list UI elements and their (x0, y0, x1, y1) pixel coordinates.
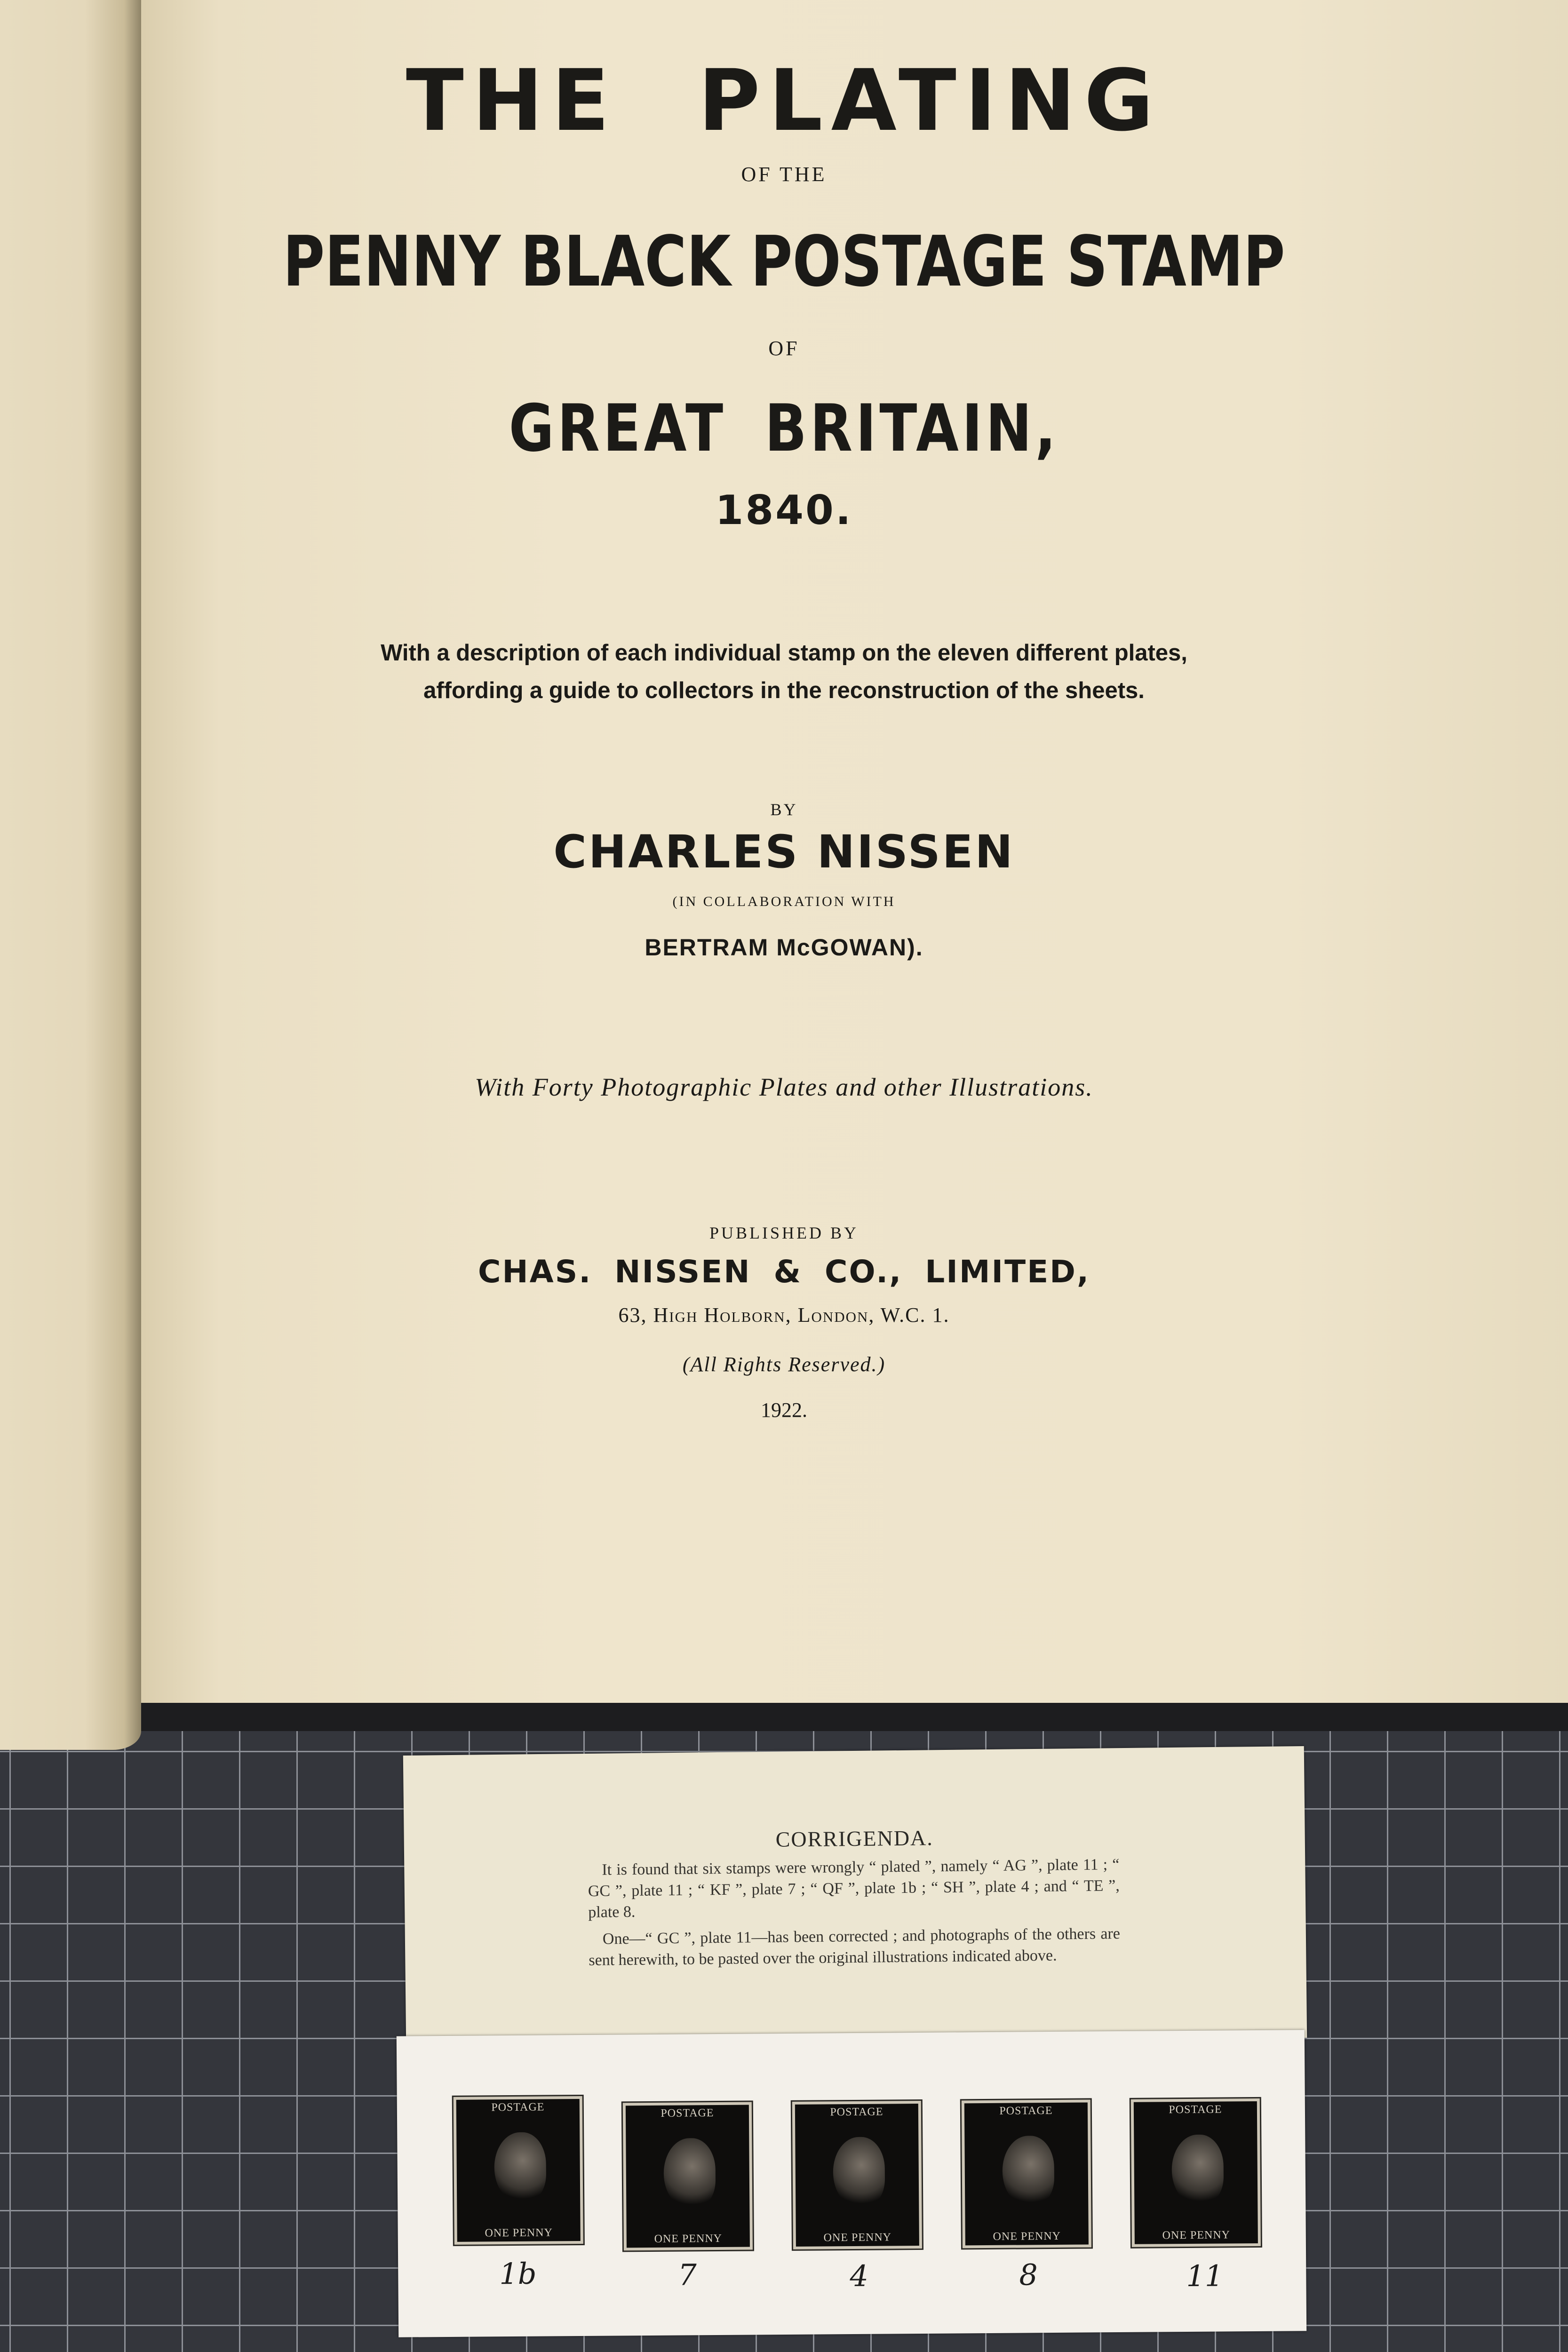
queen-portrait (663, 2138, 716, 2209)
stamp-bottom-text: ONE PENNY (993, 2230, 1061, 2243)
title-line-2: OF THE (741, 163, 827, 186)
by-label: BY (770, 800, 798, 819)
stamp-top-text: POSTAGE (661, 2107, 714, 2120)
title-line-5: GREAT BRITAIN, (509, 390, 1059, 466)
stamp-bottom-text: ONE PENNY (1162, 2229, 1231, 2242)
stamp-bottom-text: ONE PENNY (485, 2226, 553, 2240)
corrigenda-paragraph-2: One—“ GC ”, plate 11—has been corrected ; and photographs of the others are sent herewith, to be pasted over the original illustrations indicated above. (589, 1925, 1121, 1969)
corrigenda-text (588, 1854, 1121, 1977)
stamp-bottom-text: ONE PENNY (654, 2232, 723, 2245)
publisher-name: CHAS. NISSEN & CO., LIMITED, (478, 1254, 1090, 1290)
stamp-bottom-text: ONE PENNY (823, 2231, 892, 2244)
title-year: 1840. (715, 487, 853, 534)
stamp-top-text: POSTAGE (999, 2105, 1053, 2117)
queen-portrait (1171, 2134, 1224, 2205)
queen-portrait (833, 2137, 885, 2208)
collaborator-name: BERTRAM McGOWAN). (645, 934, 923, 961)
description-line-2: affording a guide to collectors in the reconstruction of the sheets. (423, 678, 1145, 703)
title-line-1: THE PLATING (406, 52, 1162, 150)
collaboration-note: (IN COLLABORATION WITH (672, 894, 896, 909)
corrigenda-title: CORRIGENDA. (775, 1826, 933, 1851)
stamp-label: 7 (678, 2257, 697, 2292)
corrigenda-paragraph-1: It is found that six stamps were wrongly “ plated ”, namely “ AG ”, plate 11 ; “ GC ”, plate 11 ; “ KF ”, plate 7 ; “ QF ”, plate 1b ; “ SH ”, plate 4 ; and “ TE ”, plate 8. (588, 1856, 1120, 1921)
title-line-4: OF (768, 337, 800, 360)
stamp-label: 8 (1019, 2257, 1038, 2292)
stamp-plate-4 (792, 2101, 922, 2249)
stamp-top-text: POSTAGE (491, 2101, 545, 2114)
queen-portrait (1002, 2136, 1054, 2207)
stamp-plate-1b (454, 2096, 583, 2245)
stamp-plate-8 (962, 2099, 1091, 2248)
publication-year: 1922. (761, 1398, 807, 1422)
published-by-label: PUBLISHED BY (709, 1224, 859, 1242)
stamp-label: 11 (1186, 2258, 1224, 2294)
queen-portrait (494, 2132, 546, 2203)
publisher-address: 63, High Holborn, London, W.C. 1. (618, 1303, 950, 1327)
rights-note: (All Rights Reserved.) (682, 1353, 886, 1376)
stamp-plate-11 (1131, 2098, 1261, 2247)
corrigenda-slip (403, 1746, 1307, 2047)
title-line-3: PENNY BLACK POSTAGE STAMP (283, 221, 1285, 302)
illustrations-note: With Forty Photographic Plates and other Illustrations. (475, 1073, 1093, 1101)
description-line-1: With a description of each individual stamp on the eleven different plates, (381, 640, 1187, 666)
author-name: CHARLES NISSEN (553, 826, 1015, 878)
stamp-top-text: POSTAGE (830, 2106, 883, 2119)
stamp-label: 1b (499, 2256, 537, 2291)
stamp-plate-7 (623, 2102, 753, 2250)
stamp-label: 4 (850, 2258, 869, 2294)
stamp-photograph-sheet (397, 2030, 1306, 2337)
stamp-top-text: POSTAGE (1169, 2103, 1222, 2116)
